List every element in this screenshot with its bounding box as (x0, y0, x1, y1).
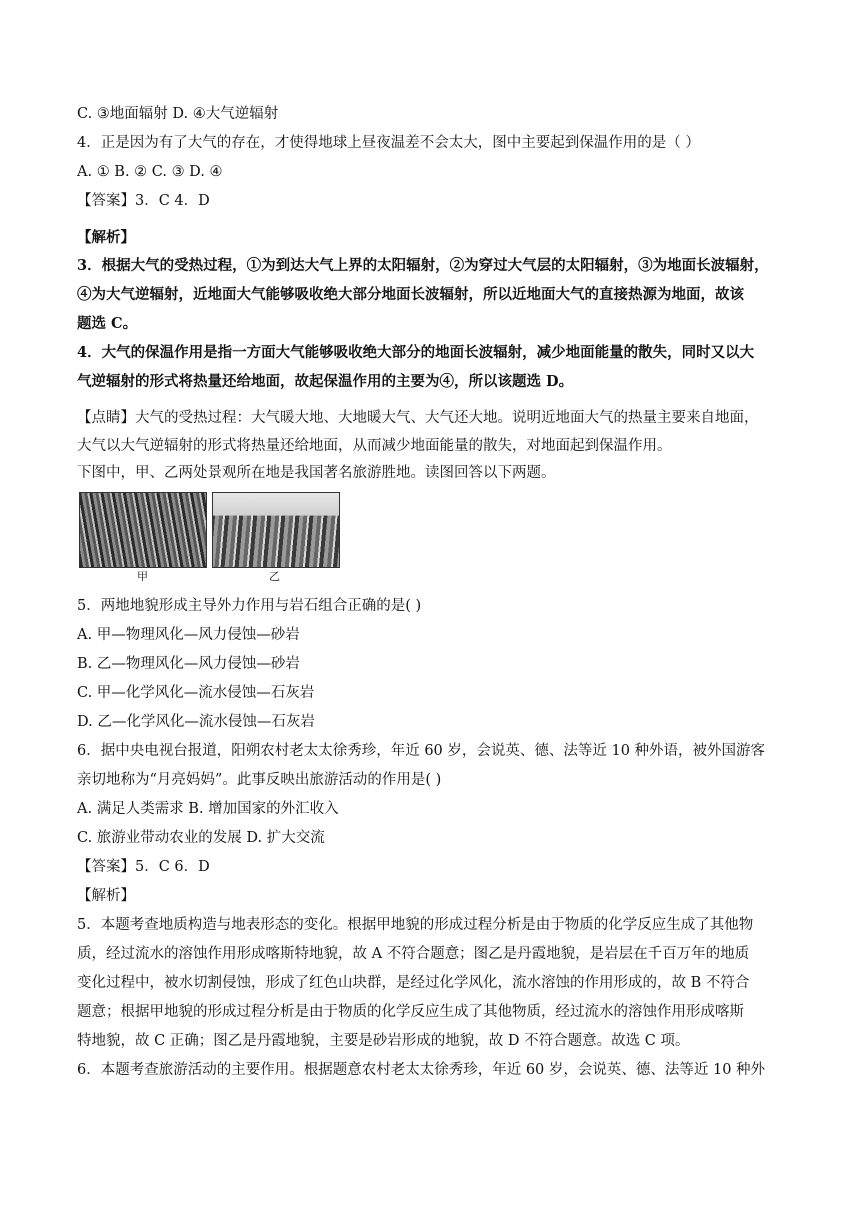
text-line-q5-a: A. 甲—物理风化—风力侵蚀—砂岩 (77, 627, 300, 643)
text-line-tip-l2: 大气以大气逆辐射的形式将热量还给地面，从而减少地面能量的散失，对地面起到保温作用。 (77, 438, 672, 454)
figure-label-yi: 乙 (269, 570, 280, 583)
text-line-tip-l1: 【点睛】大气的受热过程：大气暖大地、大地暖大气、大气还大地。说明近地面大气的热量主要来自地面， (77, 410, 759, 426)
text-line-a3-l2: ④为大气逆辐射，近地面大气能够吸收绝大部分地面长波辐射，所以近地面大气的直接热源为地面，故该 (77, 286, 744, 303)
karst-landscape-photo (79, 492, 207, 568)
text-line-q6-l1: 6．据中央电视台报道，阳朔农村老太太徐秀珍，年近 60 岁，会说英、德、法等近 10 种外语，被外国游客 (77, 743, 766, 759)
text-line-a5-l4: 题意；根据甲地貌的形成过程分析是由于物质的化学反应生成了其他物质，经过流水的溶蚀作用形成喀斯 (77, 1004, 744, 1020)
text-line-ans-56: 【答案】5．C 6．D (77, 859, 210, 875)
text-line-a5-l3: 变化过程中，被水切割侵蚀，形成了红色山块群，是经过化学风化，流水溶蚀的作用形成的，故 B 不符合 (77, 975, 750, 991)
text-line-q6-ab: A. 满足人类需求 B. 增加国家的外汇收入 (77, 801, 339, 817)
text-line-q6-cd: C. 旅游业带动农业的发展 D. 扩大交流 (77, 830, 325, 846)
text-line-intro-56: 下图中，甲、乙两处景观所在地是我国著名旅游胜地。读图回答以下两题。 (77, 465, 556, 481)
text-line-q4-opts: A. ① B. ② C. ③ D. ④ (77, 164, 223, 180)
text-line-a6-l1: 6．本题考查旅游活动的主要作用。根据题意农村老太太徐秀珍，年近 60 岁，会说英、德、法等近 10 种外 (77, 1062, 766, 1078)
figure-label-jia: 甲 (137, 570, 148, 583)
text-line-q5-d: D. 乙—化学风化—流水侵蚀—石灰岩 (77, 714, 315, 730)
landscape-figure (79, 492, 339, 583)
text-line-a4-l1: 4．大气的保温作用是指一方面大气能够吸收绝大部分的地面长波辐射，减少地面能量的散失，同时又以大 (77, 344, 755, 361)
text-line-a3-l1: 3．根据大气的受热过程，①为到达大气上界的太阳辐射，②为穿过大气层的太阳辐射，③为地面长波辐射， (77, 257, 769, 274)
text-line-a5-l5: 特地貌，故 C 正确；图乙是丹霞地貌，主要是砂岩形成的地貌，故 D 不符合题意。故选 C 项。 (77, 1033, 690, 1049)
text-line-q5-stem: 5．两地地貌形成主导外力作用与岩石组合正确的是( ) (77, 598, 422, 614)
text-line-a5-l1: 5．本题考查地质构造与地表形态的变化。根据甲地貌的形成过程分析是由于物质的化学反应生成了其他物 (77, 917, 754, 933)
text-line-q5-c: C. 甲—化学风化—流水侵蚀—石灰岩 (77, 685, 315, 701)
text-line-q3-opts-cd: C. ③地面辐射 D. ④大气逆辐射 (77, 106, 279, 122)
text-line-a3-l3: 题选 C。 (77, 315, 138, 332)
text-line-a4-l2: 气逆辐射的形式将热量还给地面，故起保温作用的主要为④，所以该题选 D。 (77, 373, 574, 390)
text-line-a5-l2: 质，经过流水的溶蚀作用形成喀斯特地貌，故 A 不符合题意；图乙是丹霞地貌，是岩层在千百万年的地质 (77, 946, 750, 962)
text-line-ans-34: 【答案】3．C 4．D (77, 193, 210, 209)
text-line-analysis2-label: 【解析】 (77, 888, 135, 904)
text-line-analysis-label: 【解析】 (77, 229, 135, 246)
text-line-q6-l2: 亲切地称为“月亮妈妈”。此事反映出旅游活动的作用是( ) (77, 772, 442, 788)
danxia-landscape-photo (212, 492, 340, 568)
text-line-q4-stem: 4．正是因为有了大气的存在，才使得地球上昼夜温差不会太大，图中主要起到保温作用的是（ ） (77, 135, 700, 151)
text-line-q5-b: B. 乙—物理风化—风力侵蚀—砂岩 (77, 656, 300, 672)
